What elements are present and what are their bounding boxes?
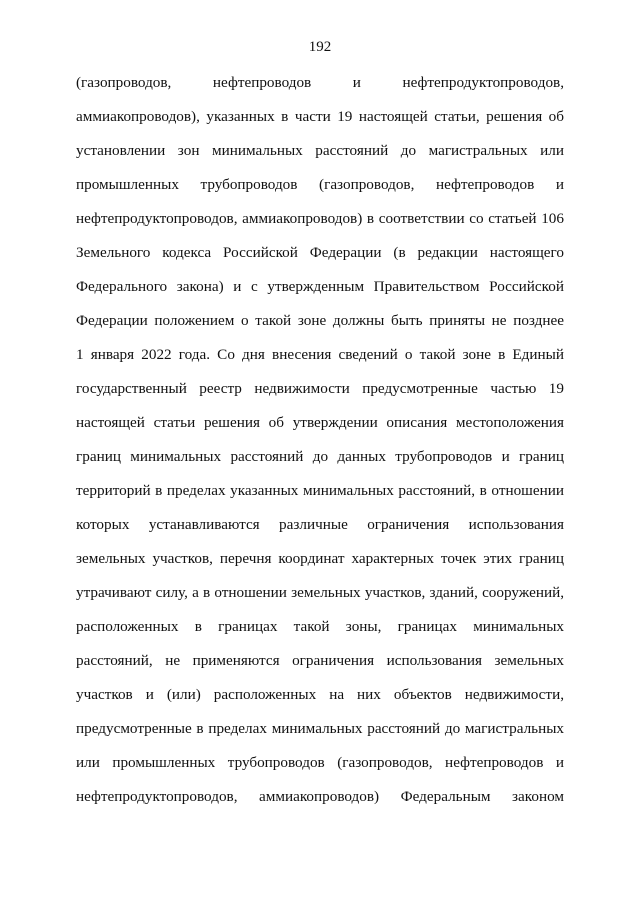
body-text [76, 66, 564, 814]
text-line: предусмотренные в пределах минимальных расстояний до магистральных [76, 720, 564, 737]
text-line: которых устанавливаются различные ограничения использования [76, 516, 564, 533]
text-line: Федерации положением о такой зоне должны быть приняты не позднее [76, 312, 564, 329]
text-line: (газопроводов, нефтепроводов и нефтепродуктопроводов, [76, 74, 564, 91]
text-line: аммиакопроводов), указанных в части 19 настоящей статьи, решения об [76, 108, 564, 125]
page-number: 192 [308, 39, 332, 55]
text-line: территорий в пределах указанных минимальных расстояний, в отношении [76, 482, 564, 499]
text-line: Земельного кодекса Российской Федерации (в редакции настоящего [76, 244, 564, 261]
text-line: 1 января 2022 года. Со дня внесения сведений о такой зоне в Единый [76, 346, 564, 363]
text-line: промышленных трубопроводов (газопроводов, нефтепроводов и [76, 176, 564, 193]
text-line: участков и (или) расположенных на них объектов недвижимости, [76, 686, 564, 703]
text-line: утрачивают силу, а в отношении земельных участков, зданий, сооружений, [76, 584, 564, 601]
text-line: нефтепродуктопроводов, аммиакопроводов) Федеральным законом [76, 788, 564, 805]
text-line: границ минимальных расстояний до данных трубопроводов и границ [76, 448, 564, 465]
text-line: установлении зон минимальных расстояний до магистральных или [76, 142, 564, 159]
text-line: земельных участков, перечня координат характерных точек этих границ [76, 550, 564, 567]
text-line: настоящей статьи решения об утверждении описания местоположения [76, 414, 564, 431]
text-line: государственный реестр недвижимости предусмотренные частью 19 [76, 380, 564, 397]
text-line: расстояний, не применяются ограничения использования земельных [76, 652, 564, 669]
text-line: расположенных в границах такой зоны, границах минимальных [76, 618, 564, 635]
text-line: нефтепродуктопроводов, аммиакопроводов) в соответствии со статьей 106 [76, 210, 564, 227]
text-line: Федерального закона) и с утвержденным Правительством Российской [76, 278, 564, 295]
text-line: или промышленных трубопроводов (газопроводов, нефтепроводов и [76, 754, 564, 771]
